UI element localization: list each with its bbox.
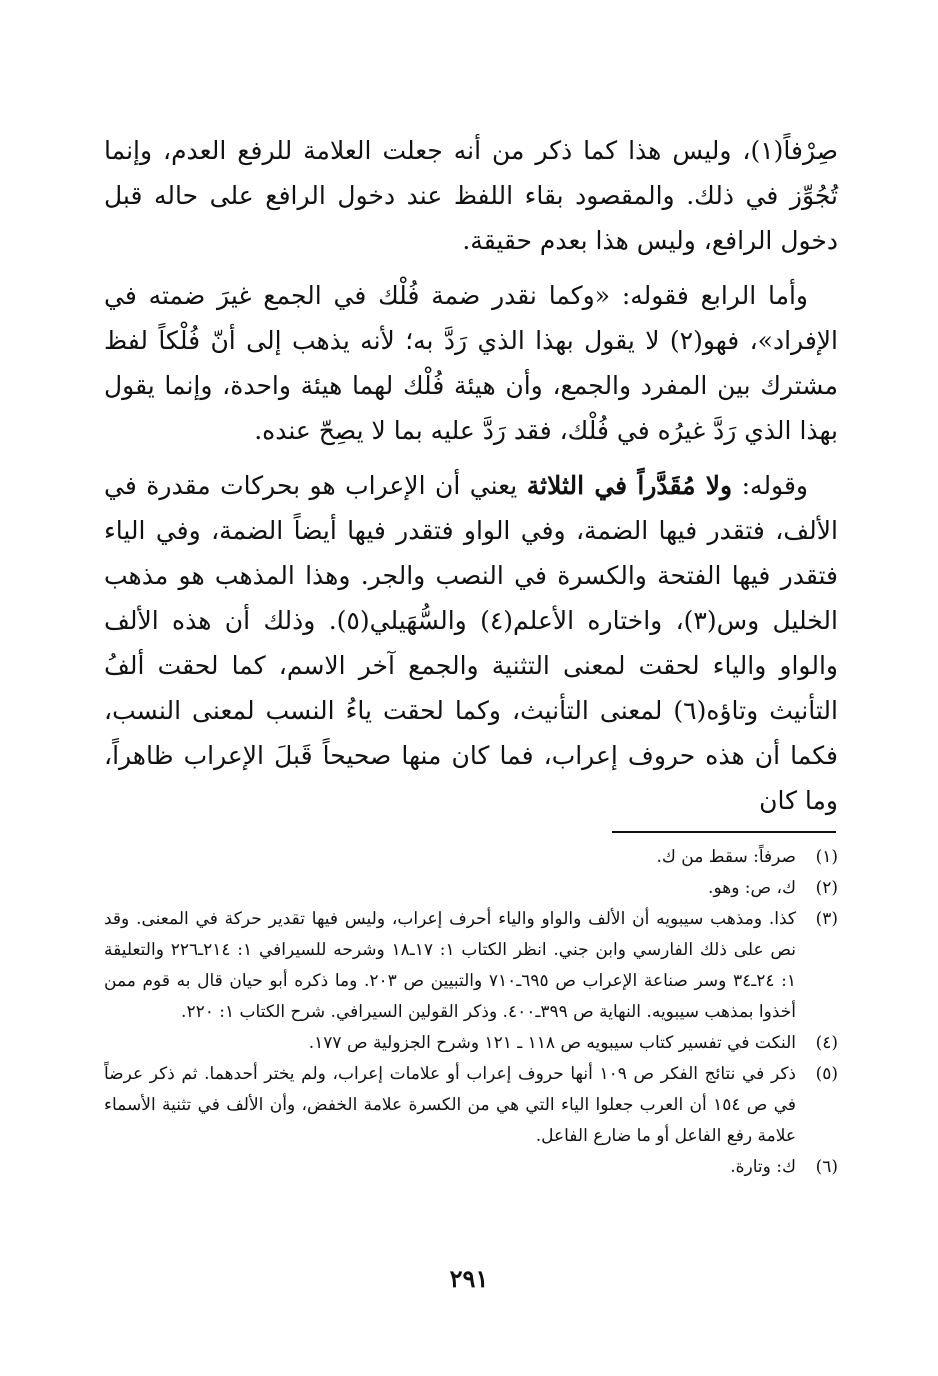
footnote-text: كذا. ومذهب سيبويه أن الألف والواو والياء أحرف إعراب، وليس فيها تقدير حركة في المعنى. وقد نص على ذلك الفارسي وابن جني. انظر الكتاب ١: ١٧ـ١٨ وشرحه للسيرافي ١: ٢١٤ـ٢٢٦ والتعليقة ١: ٢٤ـ٣٤ وسر صناعة الإعراب ص ٦٩٥ـ٧١٠ والتبيين ص ٢٠٣. وما ذكره أبو حيان قال به قوم ممن أخذوا بمذهب سيبويه. النهاية ص ٣٩٩ـ٤٠٠. وذكر القولين السيرافي. شرح الكتاب ١: ٢٢٠. xyxy=(104,909,796,1022)
footnote-number: (٣) xyxy=(815,909,838,929)
footnote-6 xyxy=(104,1152,838,1183)
footnote-5 xyxy=(104,1059,838,1152)
footnote-number: (٦) xyxy=(815,1157,838,1177)
footnote-number: (١) xyxy=(815,847,838,867)
paragraph-3-intro: وقوله: xyxy=(732,471,808,500)
footnote-text: النكت في تفسير كتاب سيبويه ص ١١٨ ـ ١٢١ وشرح الجزولية ص ١٧٧. xyxy=(308,1033,796,1053)
footnote-separator xyxy=(612,831,836,833)
footnotes-section xyxy=(104,842,838,1183)
main-text-body xyxy=(104,128,838,833)
paragraph-1: صِرْفاً(١)، وليس هذا كما ذكر من أنه جعلت العلامة للرفع العدم، وإنما تُجُوِّز في ذلك. والمقصود بقاء اللفظ عند دخول الرافع على حاله قبل دخول الرافع، وليس هذا بعدم حقيقة. xyxy=(104,136,838,255)
footnote-number: (٥) xyxy=(815,1064,838,1084)
paragraph-3 xyxy=(104,463,838,823)
footnote-number: (٢) xyxy=(815,878,838,898)
footnote-text: ك: وتارة. xyxy=(730,1157,796,1177)
footnote-number: (٤) xyxy=(815,1033,838,1053)
paragraph-3-quoted-term: ولا مُقَدَّراً في الثلاثة xyxy=(526,471,733,500)
page-number: ٢٩١ xyxy=(449,1264,489,1293)
footnote-4 xyxy=(104,1028,838,1059)
footnote-text: صرفاً: سقط من ك. xyxy=(656,847,796,867)
paragraph-3-body: يعني أن الإعراب هو بحركات مقدرة في الألف، فتقدر فيها الضمة، وفي الواو فتقدر فيها أيضاً الضمة، وفي الياء فتقدر فيها الفتحة والكسرة في النصب والجر. وهذا المذهب هو مذهب الخليل وس(٣)، واختاره الأعلم(٤) والسُّهَيلي(٥). وذلك أن هذه الألف والواو والياء لحقت لمعنى التثنية والجمع آخر الاسم، كما لحقت ألفُ التأنيث وتاؤه(٦) لمعنى التأنيث، وكما لحقت ياءُ النسب لمعنى النسب، فكما أن هذه حروف إعراب، فما كان منها صحيحاً قَبلَ الإعراب ظاهراً، وما كان xyxy=(104,471,838,815)
footnote-2 xyxy=(104,873,838,904)
footnote-text: ك، ص: وهو. xyxy=(708,878,796,898)
footnote-3 xyxy=(104,904,838,1028)
footnote-1 xyxy=(104,842,838,873)
footnote-text: ذكر في نتائج الفكر ص ١٠٩ أنها حروف إعراب أو علامات إعراب، ولم يختر أحدهما. ثم ذكر عرضاً في ص ١٥٤ أن العرب جعلوا الياء التي هي من الكسرة علامة الخفض، وأن الألف في تثنية الأسماء علامة رفع الفاعل أو ما ضارع الفاعل. xyxy=(104,1064,796,1146)
paragraph-2: وأما الرابع فقوله: «وكما نقدر ضمة فُلْك في الجمع غيرَ ضمته في الإفراد»، فهو(٢) لا يقول بهذا الذي رَدَّ به؛ لأنه يذهب إلى أنّ فُلْكاً لفظ مشترك بين المفرد والجمع، وأن هيئة فُلْك لهما هيئة واحدة، وإنما يقول بهذا الذي رَدَّ غيرُه في فُلْك، فقد رَدَّ عليه بما لا يصِحّ عنده. xyxy=(104,281,838,445)
